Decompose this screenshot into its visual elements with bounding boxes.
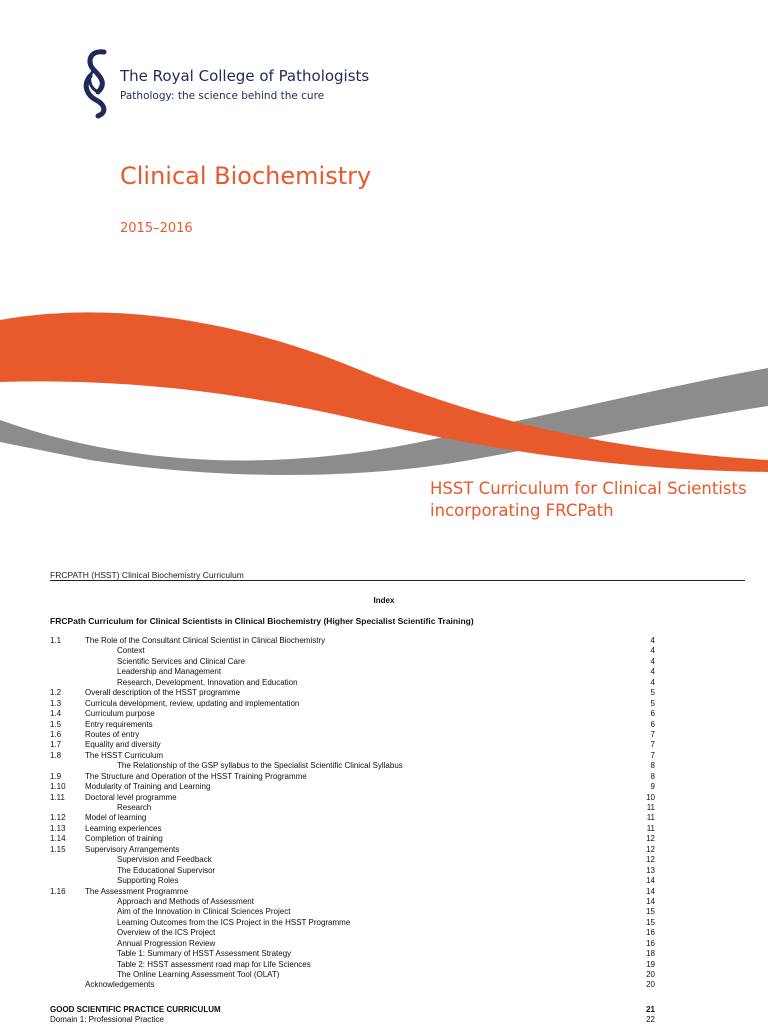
toc-section-entry[interactable] — [50, 1015, 655, 1025]
toc-entry-label: Overview of the ICS Project — [117, 928, 216, 938]
toc-entry[interactable] — [50, 876, 655, 886]
toc-entry-label: Model of learning — [85, 813, 147, 823]
toc-entry-label: Doctoral level programme — [85, 792, 177, 802]
running-header: FRCPATH (HSST) Clinical Biochemistry Curriculum — [50, 570, 244, 580]
toc-entry-label: The Relationship of the GSP syllabus to the Specialist Scientific Clinical Syllabus — [117, 761, 403, 771]
toc-entry[interactable] — [50, 887, 655, 897]
toc-entry-page: 11 — [646, 823, 655, 833]
toc-entry-page: 4 — [650, 656, 655, 666]
toc-entry[interactable] — [50, 845, 655, 855]
toc-entry-label: Context — [117, 646, 145, 656]
toc-entry[interactable] — [50, 918, 655, 928]
toc-entry-label: Supporting Roles — [117, 876, 179, 886]
toc-entry-label: Learning Outcomes from the ICS Project in the HSST Programme — [117, 917, 351, 927]
toc-entry-page: 6 — [650, 709, 655, 719]
toc-entry-page: 20 — [646, 970, 655, 979]
toc-entry-label: Approach and Methods of Assessment — [117, 896, 254, 906]
toc-entry-page: 14 — [646, 896, 655, 906]
toc-entry-label: Research — [117, 803, 152, 812]
college-logo-icon — [80, 48, 114, 120]
toc-section-label: GOOD SCIENTIFIC PRACTICE CURRICULUM — [50, 1005, 221, 1014]
toc-entry-label: Leadership and Management — [117, 667, 222, 677]
toc-entry-page: 11 — [646, 813, 655, 823]
toc-entry-label: The Online Learning Assessment Tool (OLAT) — [117, 970, 280, 979]
toc-entry[interactable] — [50, 761, 655, 771]
toc-entry-number: 1.16 — [50, 886, 66, 896]
toc-entry-label: Table 2: HSST assessment road map for Life Sciences — [117, 959, 311, 969]
toc-entry-label: Table 1: Summary of HSST Assessment Strategy — [117, 949, 292, 959]
toc-section-page: 22 — [646, 1015, 655, 1025]
toc-entry-page: 16 — [646, 928, 655, 938]
toc-entry-page: 7 — [650, 729, 655, 739]
toc-entry[interactable] — [50, 646, 655, 656]
toc-entry[interactable] — [50, 720, 655, 730]
toc-entry-number: 1.10 — [50, 782, 66, 792]
toc-entry-number: 1.6 — [50, 729, 62, 739]
toc-entry-label: Research, Development, Innovation and Education — [117, 677, 298, 687]
toc-entry-number: 1.15 — [50, 844, 66, 854]
subtitle-line-2: incorporating FRCPath — [430, 501, 614, 520]
college-name-accent: Pathologists — [278, 67, 370, 85]
toc-entry[interactable] — [50, 782, 655, 792]
toc-entry[interactable] — [50, 866, 655, 876]
toc-entry-label: Aim of the Innovation in Clinical Sciences Project — [117, 907, 291, 917]
toc-entry-label: Routes of entry — [85, 729, 140, 739]
toc-entry[interactable] — [50, 834, 655, 844]
toc-entry-page: 19 — [646, 959, 655, 969]
toc-entry-number: 1.7 — [50, 740, 62, 750]
toc-section-label: Domain 1: Professional Practice — [50, 1015, 164, 1025]
toc-entry-label: Scientific Services and Clinical Care — [117, 656, 246, 666]
toc-entry-page: 11 — [646, 803, 655, 812]
toc-entry[interactable] — [50, 980, 655, 990]
header-rule — [50, 580, 745, 581]
toc-entry-page: 5 — [650, 698, 655, 708]
toc-entry[interactable] — [50, 678, 655, 688]
toc-entry[interactable] — [50, 939, 655, 949]
toc-entry-label: Modularity of Training and Learning — [85, 782, 211, 792]
toc-entry-number: 1.5 — [50, 719, 62, 729]
toc-entry-page: 8 — [650, 761, 655, 771]
toc-entry-label: The Assessment Programme — [85, 886, 189, 896]
toc-entry-label: Learning experiences — [85, 823, 162, 833]
toc-entry-page: 10 — [646, 792, 655, 802]
toc-entry-label: Annual Progression Review — [117, 938, 216, 948]
toc-entry[interactable] — [50, 803, 655, 813]
toc-entry-number: 1.1 — [50, 636, 62, 645]
toc-entry[interactable] — [50, 960, 655, 970]
toc-entry-number: 1.4 — [50, 709, 62, 719]
toc-entry-page: 8 — [650, 771, 655, 781]
toc-entry[interactable] — [50, 855, 655, 865]
toc-entry-page: 4 — [650, 677, 655, 687]
toc-entry-label: The HSST Curriculum — [85, 750, 164, 760]
toc-entry-page: 12 — [646, 855, 655, 865]
toc-entry-page: 7 — [650, 740, 655, 750]
toc-entry-number: 1.12 — [50, 813, 66, 823]
toc-entry[interactable] — [50, 667, 655, 677]
toc-entry[interactable] — [50, 730, 655, 740]
toc-entry-label: Equality and diversity — [85, 740, 161, 750]
toc-entry-page: 12 — [646, 844, 655, 854]
toc-entry-page: 14 — [646, 876, 655, 886]
index-title: Index — [373, 596, 395, 605]
toc-entry-page: 20 — [646, 980, 655, 990]
toc-entry[interactable] — [50, 824, 655, 834]
toc-entry-page: 7 — [650, 750, 655, 760]
subtitle-line-1: HSST Curriculum for Clinical Scientists — [430, 479, 747, 498]
toc-entry[interactable] — [50, 699, 655, 709]
toc-entry-page: 12 — [646, 834, 655, 844]
college-name — [120, 67, 369, 85]
toc-entry-page: 9 — [650, 782, 655, 792]
toc-entry-label: Curricula development, review, updating and implementation — [85, 698, 300, 708]
toc-entry[interactable] — [50, 949, 655, 959]
toc-entry[interactable] — [50, 709, 655, 719]
decorative-waves — [0, 300, 768, 480]
cover-subtitle — [430, 478, 747, 522]
toc-entry[interactable] — [50, 928, 655, 938]
toc-section-entry[interactable] — [50, 1005, 655, 1015]
toc-entry[interactable] — [50, 813, 655, 823]
toc-entry-page: 15 — [646, 907, 655, 917]
toc-entry-page: 4 — [650, 646, 655, 656]
toc-entry-label: Supervision and Feedback — [117, 855, 212, 865]
toc-entry-page: 4 — [650, 636, 655, 645]
toc-entry-page: 6 — [650, 719, 655, 729]
toc-entry[interactable] — [50, 793, 655, 803]
toc-entry[interactable] — [50, 657, 655, 667]
toc-entry-label: Overall description of the HSST programme — [85, 688, 241, 698]
toc-entry-label: The Role of the Consultant Clinical Scientist in Clinical Biochemistry — [85, 636, 326, 645]
toc-entry-page: 15 — [646, 917, 655, 927]
toc-entry-number: 1.14 — [50, 834, 66, 844]
toc-entry-number: 1.3 — [50, 698, 62, 708]
document-years: 2015–2016 — [120, 221, 193, 236]
toc-entry[interactable] — [50, 907, 655, 917]
index-subtitle: FRCPath Curriculum for Clinical Scientists in Clinical Biochemistry (Higher Specialist Scientific Training) — [50, 616, 474, 626]
toc-entry-label: Entry requirements — [85, 719, 153, 729]
college-tagline: Pathology: the science behind the cure — [120, 90, 325, 102]
toc-entry-label: The Structure and Operation of the HSST Training Programme — [85, 771, 307, 781]
toc-entry[interactable] — [50, 688, 655, 698]
toc-entry[interactable] — [50, 740, 655, 750]
toc-entry-page: 14 — [646, 886, 655, 896]
toc-section-page: 21 — [646, 1005, 655, 1014]
toc-entry-number: 1.11 — [50, 792, 65, 802]
toc-entry[interactable] — [50, 970, 655, 980]
toc-entry-label: Completion of training — [85, 834, 163, 844]
toc-entry-label: Curriculum purpose — [85, 709, 155, 719]
document-title: Clinical Biochemistry — [120, 162, 372, 190]
toc-entry-label: Acknowledgements — [85, 980, 155, 990]
toc-entry[interactable] — [50, 636, 655, 646]
toc-entry-label: Supervisory Arrangements — [85, 844, 180, 854]
table-of-contents — [50, 636, 655, 991]
toc-entry-number: 1.8 — [50, 750, 62, 760]
toc-entry-page: 13 — [646, 865, 655, 875]
table-of-contents-sections — [50, 1005, 655, 1026]
toc-entry-page: 18 — [646, 949, 655, 959]
college-name-prefix: The Royal College of — [120, 67, 279, 85]
toc-entry-label: The Educational Supervisor — [117, 865, 216, 875]
toc-entry-page: 4 — [650, 667, 655, 677]
toc-entry[interactable] — [50, 751, 655, 761]
toc-entry-number: 1.13 — [50, 823, 66, 833]
toc-entry-number: 1.9 — [50, 771, 62, 781]
toc-entry-page: 16 — [646, 938, 655, 948]
toc-entry-number: 1.2 — [50, 688, 62, 698]
toc-entry-page: 5 — [650, 688, 655, 698]
toc-entry[interactable] — [50, 772, 655, 782]
toc-entry[interactable] — [50, 897, 655, 907]
